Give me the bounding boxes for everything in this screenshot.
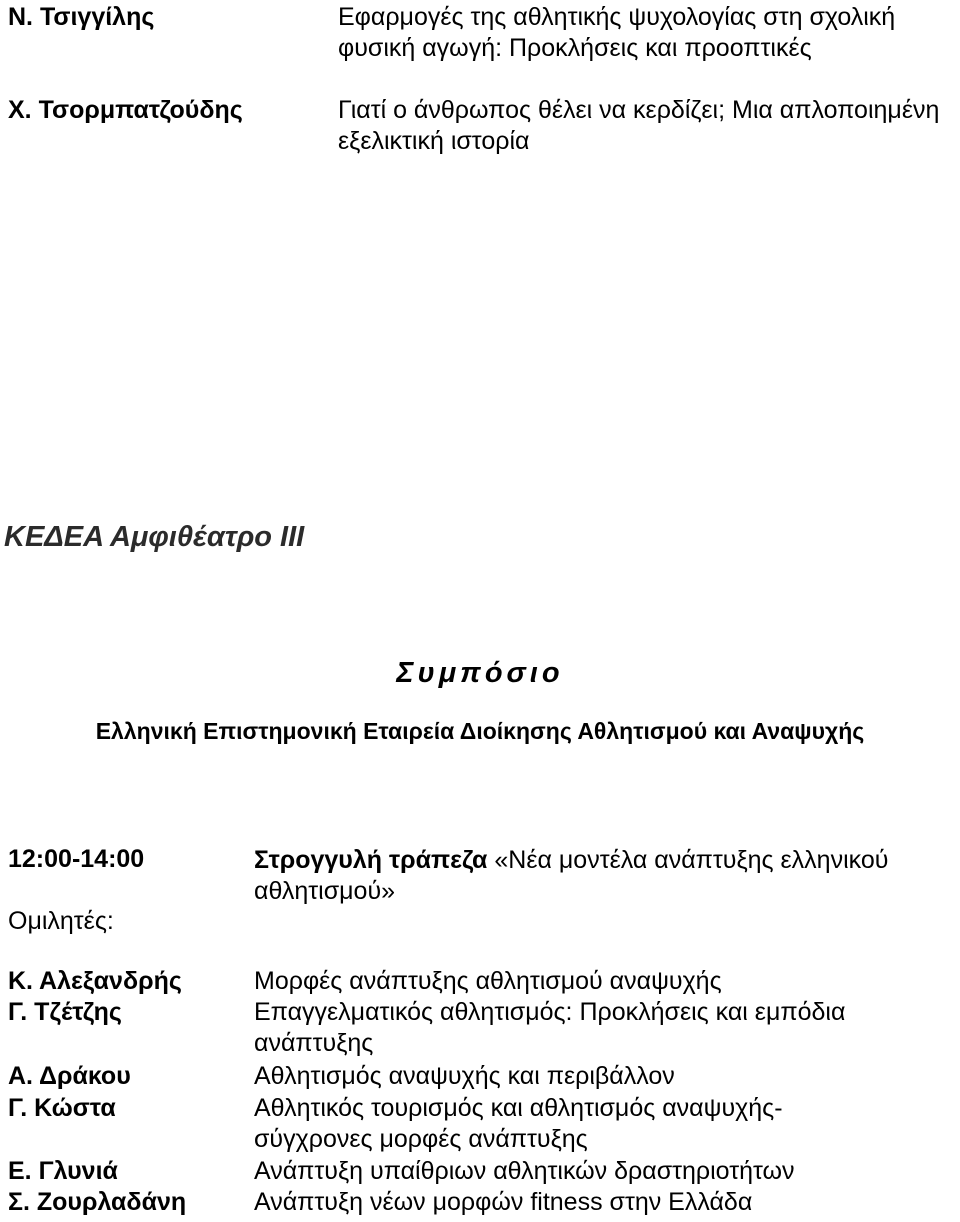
session-title-text: «Νέα μοντέλα ανάπτυξης ελληνικού αθλητισμού» bbox=[254, 846, 889, 905]
speaker-name: Ν. Τσιγγίλης bbox=[8, 3, 155, 31]
talk-title: Μορφές ανάπτυξης αθλητισμού αναψυχής bbox=[254, 967, 722, 995]
speaker-name: Γ. Κώστα bbox=[8, 1094, 116, 1122]
session-time: 12:00-14:00 bbox=[8, 845, 145, 873]
talk-title: Εφαρμογές της αθλητικής ψυχολογίας στη σχολική φυσική αγωγή: Προκλήσεις και προοπτικές bbox=[338, 3, 896, 62]
speaker-name: Χ. Τσορμπατζούδης bbox=[8, 96, 243, 124]
talk-title: Επαγγελματικός αθλητισμός: Προκλήσεις και εμπόδια ανάπτυξης bbox=[254, 998, 846, 1057]
speaker-name: Σ. Ζουρλαδάνη bbox=[8, 1188, 187, 1216]
speaker-name: Κ. Αλεξανδρής bbox=[8, 967, 182, 995]
session-title bbox=[254, 845, 954, 907]
talk-title: Ανάπτυξη υπαίθριων αθλητικών δραστηριοτήτων bbox=[254, 1157, 795, 1185]
speaker-name: Γ. Τζέτζης bbox=[8, 998, 122, 1026]
talk-title: Ανάπτυξη νέων μορφών fitness στην Ελλάδα bbox=[254, 1188, 753, 1216]
talk-title: Γιατί ο άνθρωπος θέλει να κερδίζει; Μια απλοποιημένη εξελικτική ιστορία bbox=[338, 96, 940, 155]
organizer-name: Ελληνική Επιστημονική Εταιρεία Διοίκησης Αθλητισμού και Αναψυχής bbox=[95, 718, 865, 744]
speaker-name: Ε. Γλυνιά bbox=[8, 1157, 118, 1185]
speaker-name: Α. Δράκου bbox=[8, 1062, 131, 1090]
venue-heading: ΚΕΔΕΑ Αμφιθέατρο ΙΙΙ bbox=[4, 521, 305, 553]
symposium-heading: Συμπόσιο bbox=[396, 657, 564, 689]
speakers-label: Ομιλητές: bbox=[8, 907, 114, 935]
session-type-label: Στρογγυλή τράπεζα bbox=[254, 846, 488, 874]
talk-title: Αθλητισμός αναψυχής και περιβάλλον bbox=[254, 1062, 675, 1090]
talk-title: Αθλητικός τουρισμός και αθλητισμός αναψυχής-σύγχρονες μορφές ανάπτυξης bbox=[254, 1094, 783, 1153]
